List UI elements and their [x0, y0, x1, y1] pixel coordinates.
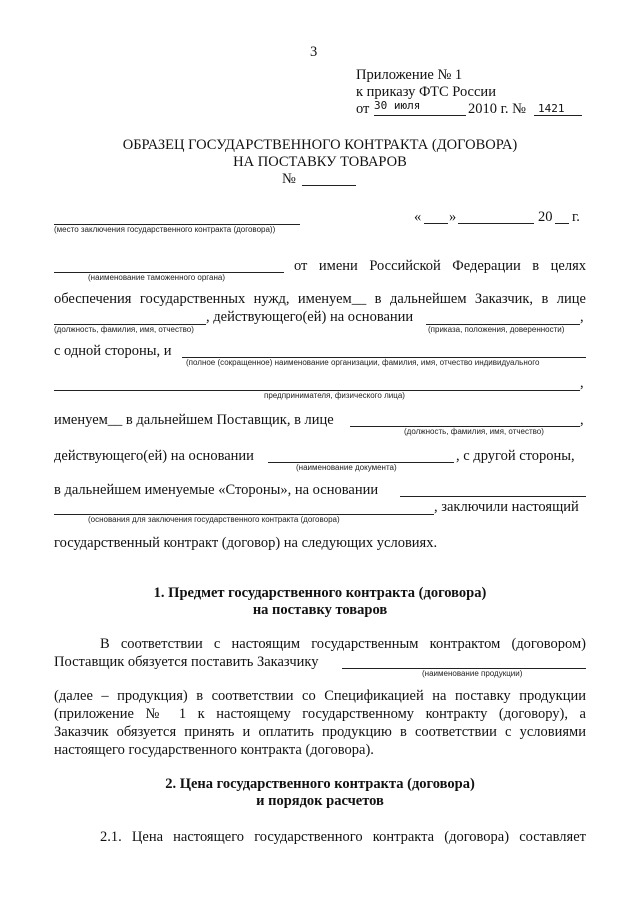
intro-row-5-end: , [580, 375, 584, 391]
caption-position: (должность, фамилия, имя, отчество) [54, 325, 194, 334]
annex-number-handwritten: 1421 [538, 102, 565, 115]
year-blank [555, 223, 569, 224]
section-2-heading-line-2: и порядок расчетов [256, 793, 384, 809]
annex-line-1: Приложение № 1 [356, 67, 463, 83]
year-suffix: г. [572, 209, 580, 225]
caption-document: (наименование документа) [296, 463, 397, 472]
date-day-blank [424, 223, 448, 224]
intro-row-3-mid: , действующего(ей) на основании [206, 309, 414, 325]
section-1-p1-line-1: В соответствии с настоящим государственным контрактом (договором) [100, 636, 586, 652]
annex-line-3-prefix: от [356, 101, 370, 117]
intro-row-3-end: , [580, 309, 584, 325]
intro-row-9-end: , заключили настоящий [434, 499, 579, 515]
contract-number-blank [302, 185, 356, 186]
intro-row-4: с одной стороны, и [54, 343, 172, 359]
section-2-heading-line-1: 2. Цена государственного контракта (договора) [165, 776, 475, 792]
intro-row-6: именуем__ в дальнейшем Поставщик, в лице [54, 412, 334, 428]
contract-number-label: № [282, 171, 296, 187]
intro-row-1: от имени Российской Федерации в целях [294, 258, 586, 274]
intro-row-8: в дальнейшем именуемые «Стороны», на основании [54, 482, 379, 498]
intro-row-10: государственный контракт (договор) на следующих условиях. [54, 535, 438, 551]
annex-date-handwritten: 30 июля [374, 99, 421, 112]
date-open-quote: « [414, 209, 422, 225]
section-1-p2-line-1: (далее – продукция) в соответствии со Спецификацией на поставку продукции [54, 688, 586, 704]
basis-blank [400, 496, 586, 497]
annex-line-3-mid: 2010 г. № [468, 101, 527, 117]
section-1-p1-line-2: Поставщик обязуется поставить Заказчику [54, 654, 319, 670]
section-1-heading-line-1: 1. Предмет государственного контракта (договора) [153, 585, 487, 601]
intro-row-6-end: , [580, 412, 584, 428]
section-1-p2-line-2: (приложение № 1 к настоящему государственному контракту (договору), а [54, 706, 586, 722]
caption-basis: (основания для заключения государственного контракта (договора) [88, 515, 340, 524]
caption-org: (полное (сокращенное) наименование организации, фамилия, имя, отчество индивидуального [186, 358, 540, 367]
intro-row-7: действующего(ей) на основании [54, 448, 254, 464]
date-close-quote: » [449, 209, 457, 225]
annex-line-2: к приказу ФТС России [356, 84, 496, 100]
document-title-line-1: ОБРАЗЕЦ ГОСУДАРСТВЕННОГО КОНТРАКТА (ДОГОВОРА) [122, 137, 518, 153]
caption-place: (место заключения государственного контракта (договора)) [54, 225, 276, 234]
section-1-heading-line-2: на поставку товаров [252, 602, 388, 618]
caption-entrepreneur: предпринимателя, физического лица) [264, 391, 405, 400]
caption-product: (наименование продукции) [422, 669, 523, 678]
caption-position-2: (должность, фамилия, имя, отчество) [404, 427, 544, 436]
date-month-blank [458, 223, 534, 224]
caption-order: (приказа, положения, доверенности) [428, 325, 565, 334]
intro-row-2: обеспечения государственных нужд, именуем__ в дальнейшем Заказчик, в лице [54, 291, 586, 307]
document-title-line-2: НА ПОСТАВКУ ТОВАРОВ [233, 154, 407, 170]
caption-customs: (наименование таможенного органа) [88, 273, 225, 282]
annex-number-underline [534, 115, 582, 116]
intro-row-7-end: , с другой стороны, [456, 448, 575, 464]
section-1-p2-line-3: Заказчик обязуется принять и оплатить продукцию в соответствии с условиями [54, 724, 586, 740]
page-number: 3 [310, 44, 318, 60]
annex-date-underline [374, 115, 466, 116]
section-1-p2-line-4: настоящего государственного контракта (договора). [54, 742, 374, 758]
year-label: 20 [538, 209, 553, 225]
section-2-p1-line-1: 2.1. Цена настоящего государственного контракта (договора) составляет [100, 829, 586, 845]
